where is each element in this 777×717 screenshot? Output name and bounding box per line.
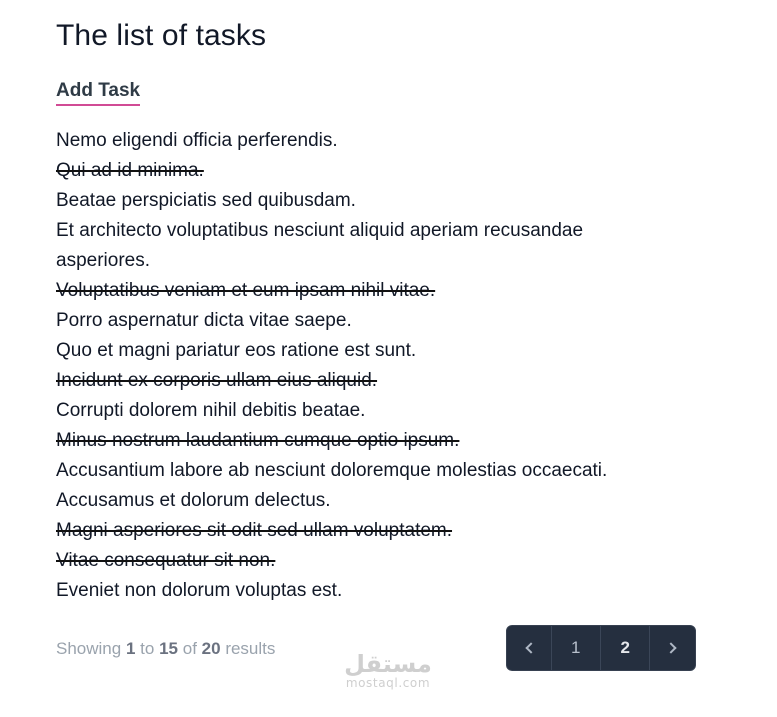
to-label: to bbox=[140, 639, 155, 658]
range-end: 15 bbox=[159, 639, 178, 658]
task-item: Corrupti dolorem nihil debitis beatae. bbox=[56, 400, 366, 421]
task-item: Accusamus et dolorum delectus. bbox=[56, 490, 331, 511]
results-label: results bbox=[225, 639, 276, 658]
task-item: Et architecto voluptatibus nesciunt aliquid aperiam recusandae asperiores. bbox=[56, 220, 584, 271]
next-page-button[interactable] bbox=[650, 626, 695, 670]
page-title: The list of tasks bbox=[56, 19, 267, 52]
watermark-url: mostaql.com bbox=[345, 676, 431, 690]
range-start: 1 bbox=[125, 639, 136, 658]
task-item: Beatae perspiciatis sed quibusdam. bbox=[56, 190, 356, 211]
page-1-button[interactable]: 1 bbox=[552, 626, 601, 670]
mostaql-watermark bbox=[338, 650, 438, 690]
watermark-arabic: مستقل bbox=[344, 650, 432, 678]
showing-label: Showing bbox=[56, 639, 122, 658]
chevron-right-icon bbox=[665, 642, 676, 653]
task-item: Porro aspernatur dicta vitae saepe. bbox=[56, 310, 352, 331]
task-item: Nemo eligendi officia perferendis. bbox=[56, 130, 338, 151]
of-label: of bbox=[182, 639, 197, 658]
results-total: 20 bbox=[201, 639, 221, 658]
add-task-link[interactable]: Add Task bbox=[56, 79, 140, 106]
completed-task-item: Minus nostrum laudantium cumque optio ipsum. bbox=[56, 430, 460, 451]
task-list bbox=[56, 126, 631, 606]
completed-task-item: Qui ad id minima. bbox=[56, 160, 204, 181]
task-item: Accusantium labore ab nesciunt doloremque molestias occaecati. bbox=[56, 460, 608, 481]
previous-page-button[interactable] bbox=[507, 626, 552, 670]
task-item: Eveniet non dolorum voluptas est. bbox=[56, 580, 343, 601]
completed-task-item: Vitae consequatur sit non. bbox=[56, 550, 276, 571]
chevron-left-icon bbox=[525, 642, 536, 653]
completed-task-item: Voluptatibus veniam et eum ipsam nihil vitae. bbox=[56, 280, 436, 301]
pagination-summary bbox=[56, 637, 275, 661]
completed-task-item: Magni asperiores sit odit sed ullam voluptatem. bbox=[56, 520, 453, 541]
pagination-controls bbox=[506, 625, 696, 671]
completed-task-item: Incidunt ex corporis ullam eius aliquid. bbox=[56, 370, 378, 391]
page-2-button[interactable]: 2 bbox=[601, 626, 650, 670]
task-item: Quo et magni pariatur eos ratione est sunt. bbox=[56, 340, 417, 361]
